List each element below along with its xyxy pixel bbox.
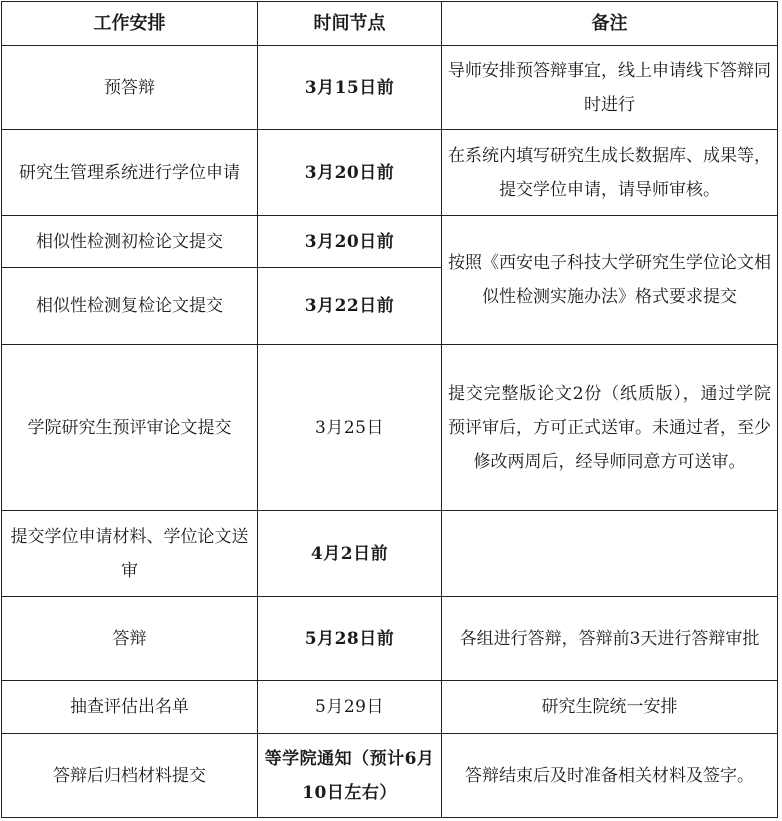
task-cell: 提交学位申请材料、学位论文送审 [2,511,258,597]
time-cell: 5月28日前 [258,597,442,681]
task-cell: 相似性检测初检论文提交 [2,216,258,268]
time-cell: 3月20日前 [258,130,442,216]
task-cell: 抽查评估出名单 [2,681,258,734]
task-cell: 学院研究生预评审论文提交 [2,345,258,511]
table-row [2,734,778,818]
note-cell: 各组进行答辩，答辩前3天进行答辩审批 [442,597,778,681]
schedule-table [1,1,778,818]
time-cell: 5月29日 [258,681,442,734]
note-cell: 提交完整版论文2份（纸质版），通过学院预评审后，方可正式送审。未通过者，至少修改两周后，经导师同意方可送审。 [442,345,778,511]
column-header-note: 备注 [442,2,778,46]
task-cell: 研究生管理系统进行学位申请 [2,130,258,216]
note-cell: 答辩结束后及时准备相关材料及签字。 [442,734,778,818]
table-row [2,681,778,734]
note-cell [442,511,778,597]
time-cell: 3月25日 [258,345,442,511]
note-cell: 在系统内填写研究生成长数据库、成果等，提交学位申请，请导师审核。 [442,130,778,216]
table-row [2,216,778,268]
table-row [2,345,778,511]
time-cell: 3月20日前 [258,216,442,268]
time-cell: 3月22日前 [258,268,442,345]
note-cell: 按照《西安电子科技大学研究生学位论文相似性检测实施办法》格式要求提交 [442,216,778,345]
task-cell: 答辩后归档材料提交 [2,734,258,818]
table-row [2,130,778,216]
time-cell: 4月2日前 [258,511,442,597]
note-cell: 导师安排预答辩事宜，线上申请线下答辩同时进行 [442,46,778,130]
table-row [2,597,778,681]
time-cell: 3月15日前 [258,46,442,130]
note-cell: 研究生院统一安排 [442,681,778,734]
table-row [2,46,778,130]
table-header-row [2,2,778,46]
column-header-time: 时间节点 [258,2,442,46]
time-cell: 等学院通知（预计6月10日左右） [258,734,442,818]
column-header-task: 工作安排 [2,2,258,46]
task-cell: 相似性检测复检论文提交 [2,268,258,345]
table-row [2,511,778,597]
task-cell: 答辩 [2,597,258,681]
task-cell: 预答辩 [2,46,258,130]
